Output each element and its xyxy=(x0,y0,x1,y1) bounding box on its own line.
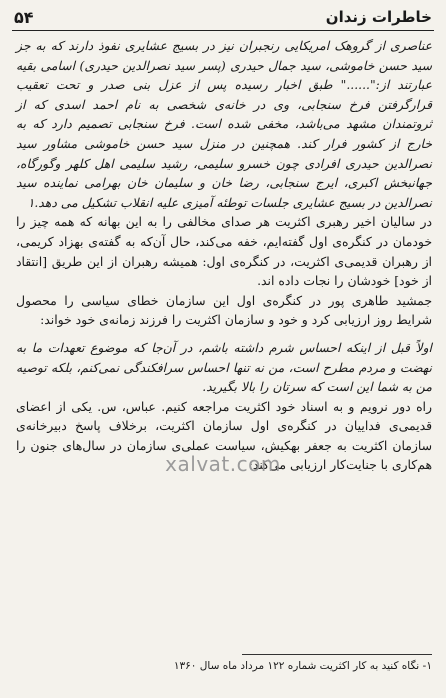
paragraph-3: جمشید طاهری پور در کنگره‌ی اول این سازمان خطای سیاسی را محصول شرایط روز ارزیابی کرد و خود و سازمان اکثریت را فرزند زمانه‌ی خود خواند: xyxy=(16,292,432,328)
footnote: ۱- نگاه کنید به کار اکثریت شماره ۱۲۲ مرداد ماه سال ۱۳۶۰ xyxy=(173,660,432,672)
header-rule xyxy=(12,30,434,31)
paragraph-5: راه دور نرویم و به اسناد خود اکثریت مراجعه کنیم. عباس، س. یکی از اعضای قدیمی‌ی فداییان در کنگره‌ی اول سازمان اکثریت، برخلاف پاسخ دبیرخانه‌ی سازمان اکثریت به جعفر بهکیش، سیاست عملی‌ی سازمان در سال‌های جنون را هم‌کاری با جنایت‌کار ارزیابی می‌کند: xyxy=(16,398,432,473)
paragraph-1: عناصری از گروهک امریکایی رنجبران نیز در بسیج عشایری نفوذ دارند که به جز سید حسن خاموشی، سید جمال حیدری (پسر سید نصرالدین حیدری) اسامی بقیه عبارتند از:"......" طبق اخبار رسیده پس از عزل بنی صدر و تحت تعقیب قرارگرفتن فرخ سنجابی، وی در خانه‌ی شخصی به نام احمد اسدی که از ثروتمندان مشهد می‌باشد، مخفی شده است. فرخ سنجابی تصمیم دارد که به خارج از کشور فرار کند. همچنین در منزل سید حسن خاموشی مشاور سید نصرالدین حیدری افرادی چون خسرو سلیمی، رشید سلیمی اهل کلهر وگورگاه، جهانبخش اکبری، ایرج سنجابی، رضا خان و سلیمان خان بهرامی نماینده سید نصرالدین در بسیج عشایری جلسات توطئه آمیزی علیه انقلاب تشکیل می دهد.۱ xyxy=(16,38,432,210)
quote-paragraph: اولاً قبل از اینکه احساس شرم داشته باشم، در آن‌جا که موضوع تعهدات ما به نهضت و مردم مطرح است، من نه تنها احساس سرافکندگی نمی‌کنم، بلکه توصیه من به شما این است که سرتان را بالا بگیرید. xyxy=(16,339,432,395)
page-number: ۵۴ xyxy=(14,7,34,27)
watermark: xalvat.com xyxy=(165,452,281,476)
paragraph-2: در سالیان اخیر رهبری اکثریت هر صدای مخالفی را به این بهانه که همه چیز را خودمان در کنگره‌ی اول گفته‌ایم، خفه می‌کند، حال آن‌که به گفته‌ی بهزاد کریمی، از رهبران قدیمی‌ی اکثریت، در کنگره‌ی اول: همیشه رهبران از این طریق [انتقاد از خود] خودشان را نجات داده اند. xyxy=(16,214,432,289)
body-text xyxy=(16,36,432,475)
running-title: خاطرات زندان xyxy=(325,8,432,26)
page-header xyxy=(14,6,432,28)
footnote-rule xyxy=(242,654,432,655)
